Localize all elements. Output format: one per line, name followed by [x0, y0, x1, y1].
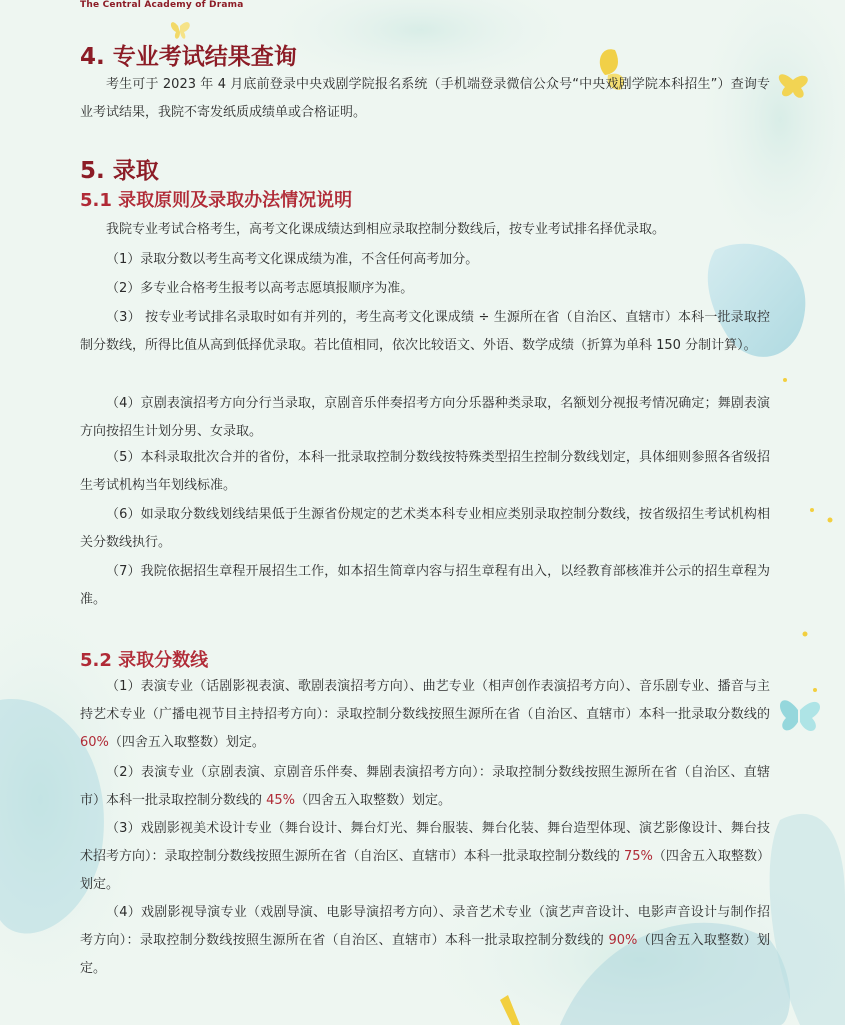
section-4-body: 考生可于 2023 年 4 月底前登录中央戏剧学院报名系统（手机端登录微信公众号“中央戏剧学院本科招生”）查询专业考试结果，我院不寄发纸质成绩单或合格证明。 — [80, 77, 770, 120]
rule-item-3: （3） 按专业考试排名录取时如有并列的，考生高考文化课成绩 ÷ 生源所在省（自治区、直辖市）本科一批录取控制分数线，所得比值从高到低择优录取。若比值相同，依次比较语文、外语、数学成绩（折算为单科 150 分制计算）。 — [80, 310, 770, 353]
rule-item-5: （5）本科录取批次合并的省份，本科一批录取控制分数线按特殊类型招生控制分数线划定，具体细则参照各省级招生考试机构当年划线标准。 — [80, 450, 770, 493]
percentage-value: 45% — [266, 793, 296, 808]
rule-item-2: （2）多专业合格考生报考以高考志愿填报顺序为准。 — [106, 281, 414, 296]
section-5-1-title: 5.1 录取原则及录取办法情况说明 — [80, 190, 353, 211]
rule-item-6: （6）如录取分数线划线结果低于生源省份规定的艺术类本科专业相应类别录取控制分数线，按省级招生考试机构相关分数线执行。 — [80, 507, 770, 550]
percentage-value: 90% — [608, 933, 638, 948]
score-line-item-3: （3）戏剧影视美术设计专业（舞台设计、舞台灯光、舞台服装、舞台化装、舞台造型体现、演艺影像设计、舞台技术招考方向）：录取控制分数线按照生源所在省（自治区、直辖市）本科一批录取控制分数线的 75%（四舍五入取整数）划定。 — [80, 821, 770, 892]
rule-item-7: （7）我院依据招生章程开展招生工作，如本招生简章内容与招生章程有出入，以经教育部核准并公示的招生章程为准。 — [80, 564, 770, 607]
score-line-item-4: （4）戏剧影视导演专业（戏剧导演、电影导演招考方向）、录音艺术专业（演艺声音设计、电影声音设计与制作招考方向）：录取控制分数线按照生源所在省（自治区、直辖市）本科一批录取控制分数线的 90%（四舍五入取整数）划定。 — [80, 905, 770, 976]
percentage-value: 75% — [624, 849, 653, 864]
score-line-item-1: （1）表演专业（话剧影视表演、歌剧表演招考方向）、曲艺专业（相声创作表演招考方向）、音乐剧专业、播音与主持艺术专业（广播电视节目主持招考方向）：录取控制分数线按照生源所在省（自治区、直辖市）本科一批录取分数线的 60%（四舍五入取整数）划定。 — [80, 679, 770, 750]
section-5-2-title: 5.2 录取分数线 — [80, 650, 209, 671]
percentage-value: 60% — [80, 735, 109, 750]
score-line-item-2: （2）表演专业（京剧表演、京剧音乐伴奏、舞剧表演招考方向）：录取控制分数线按照生源所在省（自治区、直辖市）本科一批录取控制分数线的 45%（四舍五入取整数）划定。 — [80, 765, 770, 808]
section-5-1-intro: 我院专业考试合格考生，高考文化课成绩达到相应录取控制分数线后，按专业考试排名择优录取。 — [106, 222, 666, 237]
rule-item-1: （1）录取分数以考生高考文化课成绩为准，不含任何高考加分。 — [106, 252, 479, 267]
rule-item-4: （4）京剧表演招考方向分行当录取，京剧音乐伴奏招考方向分乐器种类录取，名额划分视报考情况确定；舞剧表演方向按招生计划分男、女录取。 — [80, 396, 770, 439]
section-5-title: 5. 录取 — [80, 158, 159, 184]
brand-text: The Central Academy of Drama — [80, 0, 244, 10]
section-4-title: 4. 专业考试结果查询 — [80, 44, 297, 70]
